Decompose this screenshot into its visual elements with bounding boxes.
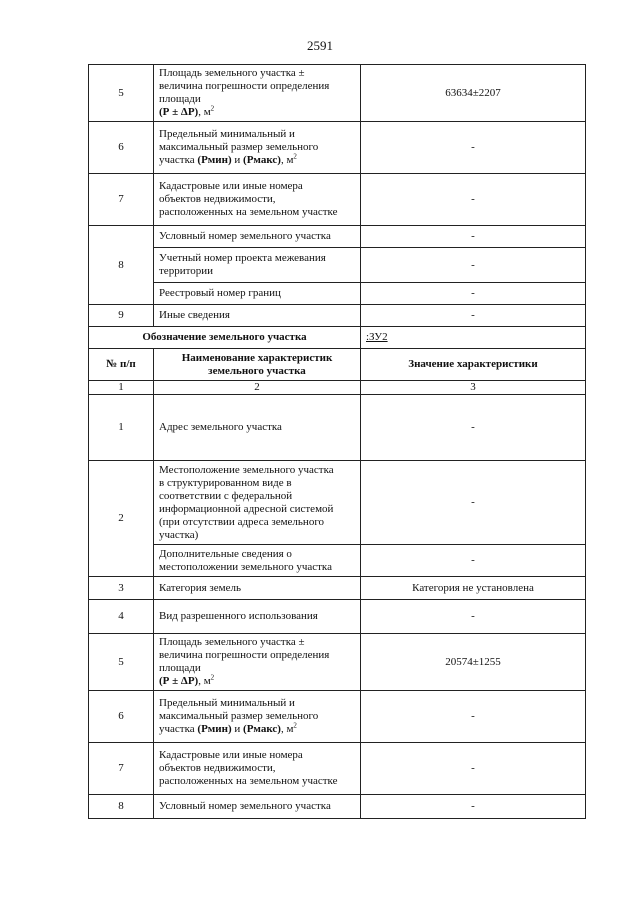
label-line: Дополнительные сведения о bbox=[159, 547, 292, 560]
label-line: Кадастровые или иные номера bbox=[159, 749, 303, 761]
row-value: - bbox=[361, 395, 586, 461]
header-value: Значение характеристики bbox=[361, 349, 586, 381]
row-label bbox=[154, 65, 361, 122]
row-value: 63634±2207 bbox=[361, 65, 586, 122]
label-line: участка bbox=[159, 154, 198, 166]
label-line: площади bbox=[159, 93, 201, 105]
row-number: 7 bbox=[89, 743, 154, 795]
row-label bbox=[154, 691, 361, 743]
table-row bbox=[89, 634, 586, 691]
header-line: земельного участка bbox=[208, 364, 306, 377]
row-label bbox=[154, 461, 361, 545]
label-line: соответствии с федеральной bbox=[159, 489, 293, 502]
header-line: Наименование характеристик bbox=[181, 351, 333, 364]
label-unit: , м bbox=[198, 675, 211, 687]
row-number: 1 bbox=[89, 395, 154, 461]
row-number: 8 bbox=[89, 226, 154, 305]
table-row bbox=[89, 691, 586, 743]
label-line: и bbox=[231, 154, 244, 166]
row-number: 7 bbox=[89, 174, 154, 226]
designation-row bbox=[89, 327, 586, 349]
row-value: Категория не установлена bbox=[361, 577, 586, 600]
row-label: Условный номер земельного участка bbox=[154, 226, 361, 248]
table-row bbox=[89, 65, 586, 122]
row-value: - bbox=[361, 795, 586, 819]
unit-superscript: 2 bbox=[293, 152, 297, 161]
label-line: площади bbox=[159, 662, 201, 674]
designation-value bbox=[361, 327, 586, 349]
table-row bbox=[89, 577, 586, 600]
index-row bbox=[89, 381, 586, 395]
row-value: - bbox=[361, 283, 586, 305]
label-line: Учетный номер проекта межевания bbox=[159, 252, 326, 264]
label-line: в структурированном виде в bbox=[159, 476, 292, 489]
label-line: Площадь земельного участка ± bbox=[159, 67, 305, 79]
label-bold: (Рмакс) bbox=[243, 723, 281, 735]
table-row bbox=[89, 395, 586, 461]
label-line: Предельный минимальный и bbox=[159, 128, 295, 140]
label-line: участка) bbox=[159, 528, 199, 541]
label-line: объектов недвижимости, bbox=[159, 762, 276, 774]
row-label bbox=[154, 174, 361, 226]
table-row bbox=[89, 600, 586, 634]
label-line: максимальный размер земельного bbox=[159, 141, 319, 153]
table-row bbox=[89, 461, 586, 545]
plot-code: :ЗУ2 bbox=[366, 331, 388, 343]
table-row bbox=[89, 743, 586, 795]
table-row bbox=[89, 226, 586, 248]
row-value: - bbox=[361, 545, 586, 577]
label-line: Кадастровые или иные номера bbox=[159, 180, 303, 192]
label-line: территории bbox=[159, 265, 214, 277]
label-bold: (Рмин) bbox=[197, 154, 232, 166]
row-label bbox=[154, 248, 361, 283]
header-name bbox=[154, 349, 361, 381]
row-label bbox=[154, 743, 361, 795]
table-row bbox=[89, 174, 586, 226]
header-row bbox=[89, 349, 586, 381]
unit-superscript: 2 bbox=[210, 673, 215, 682]
label-line: объектов недвижимости, bbox=[159, 193, 276, 205]
row-value: - bbox=[361, 305, 586, 327]
table-row bbox=[89, 545, 586, 577]
unit-superscript: 2 bbox=[293, 721, 297, 730]
row-value: - bbox=[361, 122, 586, 174]
row-label bbox=[154, 545, 361, 577]
row-value: - bbox=[361, 226, 586, 248]
label-line: местоположении земельного участка bbox=[159, 560, 332, 573]
label-unit: , м bbox=[280, 154, 294, 166]
row-number: 5 bbox=[89, 65, 154, 122]
label-line: (при отсутствии адреса земельного bbox=[159, 515, 325, 528]
row-number: 2 bbox=[89, 461, 154, 577]
label-formula: (Р ± ΔР) bbox=[159, 675, 199, 687]
label-line: максимальный размер земельного bbox=[159, 710, 319, 722]
land-plot-table bbox=[88, 64, 586, 819]
row-value: - bbox=[361, 743, 586, 795]
label-line: Площадь земельного участка ± bbox=[159, 636, 305, 648]
row-value: - bbox=[361, 600, 586, 634]
label-formula: (Р ± ΔР) bbox=[159, 106, 199, 118]
table-row bbox=[89, 283, 586, 305]
row-label: Реестровый номер границ bbox=[154, 283, 361, 305]
row-value: - bbox=[361, 461, 586, 545]
label-line: расположенных на земельном участке bbox=[159, 775, 338, 787]
row-number: 8 bbox=[89, 795, 154, 819]
label-line: величина погрешности определения bbox=[159, 80, 330, 92]
row-value: - bbox=[361, 248, 586, 283]
label-line: расположенных на земельном участке bbox=[159, 206, 338, 218]
label-bold: (Рмин) bbox=[197, 723, 232, 735]
row-label: Условный номер земельного участка bbox=[154, 795, 361, 819]
index-cell: 1 bbox=[89, 381, 154, 395]
index-cell: 2 bbox=[154, 381, 361, 395]
label-line: величина погрешности определения bbox=[159, 649, 330, 661]
page-number: 2591 bbox=[307, 38, 333, 53]
row-value: - bbox=[361, 174, 586, 226]
row-number: 6 bbox=[89, 122, 154, 174]
header-number: № п/п bbox=[89, 349, 154, 381]
label-bold: (Рмакс) bbox=[243, 154, 281, 166]
row-label: Адрес земельного участка bbox=[154, 395, 361, 461]
label-line: Предельный минимальный и bbox=[159, 697, 295, 709]
row-number: 5 bbox=[89, 634, 154, 691]
table-row bbox=[89, 248, 586, 283]
row-number: 6 bbox=[89, 691, 154, 743]
label-line: Местоположение земельного участка bbox=[159, 463, 334, 476]
row-value: 20574±1255 bbox=[361, 634, 586, 691]
label-line: информационной адресной системой bbox=[159, 502, 334, 515]
row-label: Вид разрешенного использования bbox=[154, 600, 361, 634]
row-number: 3 bbox=[89, 577, 154, 600]
table-row bbox=[89, 122, 586, 174]
row-value: - bbox=[361, 691, 586, 743]
label-line: участка bbox=[159, 723, 198, 735]
row-label bbox=[154, 634, 361, 691]
label-line: и bbox=[231, 723, 244, 735]
row-label bbox=[154, 122, 361, 174]
row-number: 4 bbox=[89, 600, 154, 634]
designation-label: Обозначение земельного участка bbox=[89, 327, 361, 349]
label-unit: , м bbox=[198, 106, 211, 118]
row-number: 9 bbox=[89, 305, 154, 327]
unit-superscript: 2 bbox=[210, 104, 215, 113]
row-label: Категория земель bbox=[154, 577, 361, 600]
index-cell: 3 bbox=[361, 381, 586, 395]
label-unit: , м bbox=[280, 723, 294, 735]
row-label: Иные сведения bbox=[154, 305, 361, 327]
table-row bbox=[89, 795, 586, 819]
table-row bbox=[89, 305, 586, 327]
